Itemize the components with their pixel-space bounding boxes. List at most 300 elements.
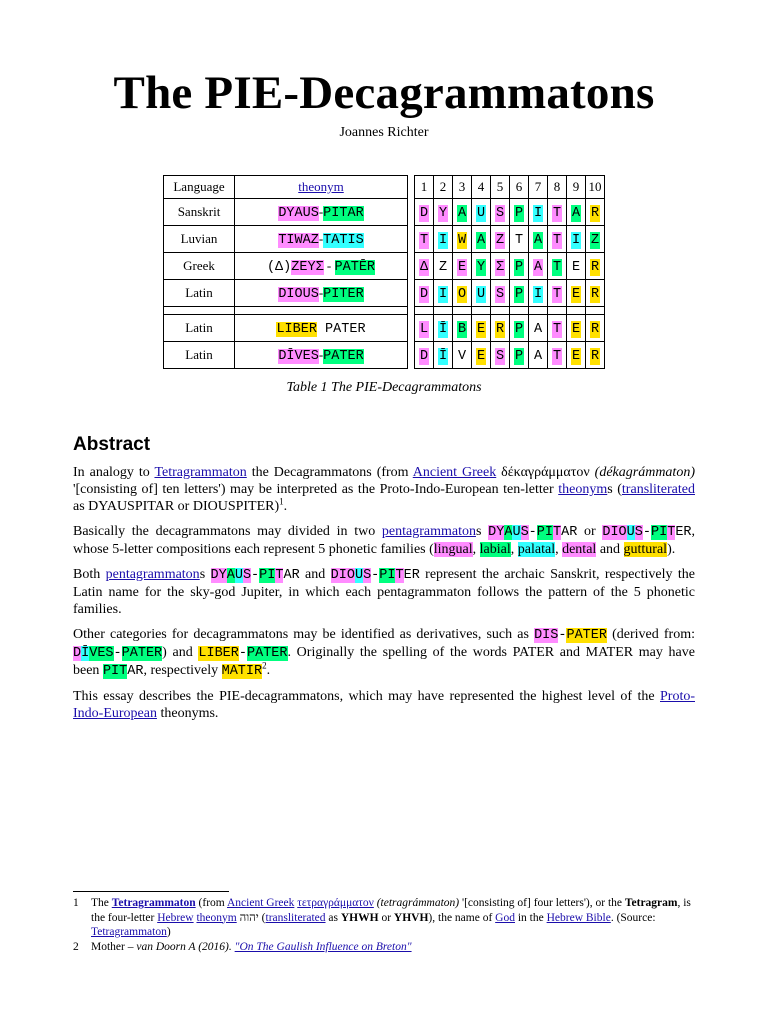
text: van Doorn A (2016).: [136, 941, 235, 953]
link-pentagrammaton[interactable]: pentagrammaton: [381, 524, 476, 539]
word-part: T: [395, 568, 404, 583]
word-part: DY: [210, 568, 227, 583]
text: In analogy to: [73, 465, 155, 480]
text: . Originally the spelling of the words PATER and MATER may have been: [73, 645, 695, 678]
theonym-cell: [235, 199, 408, 226]
text: ).: [667, 542, 676, 557]
header-letter-index: 10: [586, 176, 605, 199]
word-part: T: [667, 525, 676, 540]
text: or: [577, 524, 603, 539]
theonym-part: PATER: [323, 348, 364, 364]
family-guttural: guttural: [623, 542, 668, 557]
separator: [164, 307, 235, 315]
separator: [586, 307, 605, 315]
text: The: [91, 897, 112, 909]
letter: T: [552, 232, 562, 248]
word-part: U: [354, 568, 364, 583]
family-dental: dental: [562, 542, 597, 557]
family-lingual: lingual: [433, 542, 473, 557]
word-part: PI: [379, 568, 396, 583]
table-caption: Table 1 The PIE-Decagrammatons: [286, 380, 482, 395]
letter: R: [590, 321, 600, 337]
header-theonym: [235, 176, 408, 199]
letter-cell: [415, 315, 434, 342]
table-row: [164, 342, 605, 369]
letter: A: [533, 259, 543, 275]
text: or: [378, 911, 394, 924]
word-pitar: [103, 664, 144, 679]
table-row: [164, 199, 605, 226]
word-part: U: [626, 525, 635, 540]
footnote-number: 2: [73, 941, 79, 953]
letter-cell: [548, 253, 567, 280]
paragraph-5: [73, 688, 695, 722]
text: .: [283, 499, 288, 514]
letter-cell: [415, 342, 434, 369]
header-language: Language: [164, 176, 235, 199]
letter: A: [571, 205, 581, 221]
letter-cell: [510, 226, 529, 253]
word-part: DY: [488, 525, 505, 540]
letter: T: [419, 232, 429, 248]
letter: Y: [438, 205, 448, 221]
theonym-part: TIWAZ: [278, 232, 319, 248]
letter-cell: [548, 226, 567, 253]
word-dives-pater: [73, 646, 162, 661]
column-gap: [408, 280, 415, 307]
letter-cell: [529, 226, 548, 253]
letter-cell: [529, 280, 548, 307]
letter: E: [571, 348, 581, 364]
letter-cell: [510, 253, 529, 280]
letter: D: [419, 286, 429, 302]
family-palatal: palatal: [517, 542, 556, 557]
link-transliterated[interactable]: transliterated: [265, 911, 326, 924]
letter-cell: [567, 253, 586, 280]
letter-cell: [491, 199, 510, 226]
letter-cell: [434, 342, 453, 369]
letter-cell: [510, 199, 529, 226]
decagrammaton-table: [163, 175, 605, 369]
separator: [235, 307, 408, 315]
letter-cell: [510, 280, 529, 307]
letter: Z: [438, 259, 448, 275]
paragraph-3: [73, 566, 695, 618]
text: Both: [73, 567, 106, 582]
separator: [529, 307, 548, 315]
word-part: DIO: [602, 525, 627, 540]
text: represent the archaic Sanskrit, respectively the Latin name for the sky-god Jupiter, in which each pentagrammaton follows the pattern of the 5 phonetic families.: [73, 567, 695, 617]
footnote-1: [73, 896, 695, 940]
link-theonym[interactable]: theonym: [558, 482, 608, 497]
letter: S: [495, 286, 505, 302]
letter-cell: [472, 342, 491, 369]
theonym-part: PITER: [323, 286, 364, 302]
link-gaulish-influence[interactable]: "On The Gaulish Influence on Breton": [234, 941, 412, 953]
language-cell: Latin: [164, 280, 235, 307]
theonym-cell: [235, 280, 408, 307]
letter-cell: [586, 253, 605, 280]
letter: I: [438, 232, 448, 248]
theonym-part: -: [318, 284, 324, 300]
language-cell: Greek: [164, 253, 235, 280]
letter-cell: [472, 315, 491, 342]
theonym-cell: [235, 226, 408, 253]
theonym-cell: [235, 315, 408, 342]
theonym-part: -: [323, 257, 335, 273]
separator: [408, 307, 415, 315]
theonym-part: TATIS: [323, 232, 364, 248]
link-hebrew[interactable]: Hebrew: [157, 911, 194, 924]
separator: [567, 307, 586, 315]
text: s (: [607, 482, 622, 497]
theonym-part: PATER: [316, 321, 366, 337]
table-row: [164, 280, 605, 307]
word-part: PATER: [121, 646, 163, 661]
column-gap: [408, 226, 415, 253]
text: '[consisting of] ten letters') may be interpreted as the Proto-Indo-European ten-letter: [73, 482, 559, 497]
footnote-2: [73, 940, 695, 955]
separator: [491, 307, 510, 315]
letter: E: [457, 259, 467, 275]
abstract-heading: Abstract: [73, 434, 151, 455]
letter-cell: [586, 342, 605, 369]
letter-cell: [453, 315, 472, 342]
letter: E: [571, 259, 581, 275]
word-part: S: [520, 525, 529, 540]
letter: R: [590, 348, 600, 364]
word-part: AR: [283, 568, 300, 583]
word-part: U: [234, 568, 243, 583]
header-letter-index: 8: [548, 176, 567, 199]
word-part: T: [275, 568, 284, 583]
letter-cell: [415, 226, 434, 253]
letter: A: [476, 232, 486, 248]
letter: U: [476, 205, 486, 221]
letter-cell: [510, 342, 529, 369]
header-letter-index: 5: [491, 176, 510, 199]
letter-cell: [453, 226, 472, 253]
word-part: AR: [127, 664, 144, 679]
letter: E: [571, 321, 581, 337]
letter-cell: [472, 280, 491, 307]
word-part: T: [552, 525, 562, 540]
header-theonym-link[interactable]: theonym: [298, 179, 344, 194]
letter-cell: [567, 226, 586, 253]
text: in the: [514, 911, 547, 924]
letter: Z: [495, 232, 505, 248]
letter-cell: [567, 280, 586, 307]
theonym-part: PITAR: [323, 205, 364, 221]
text: YHVH: [393, 911, 429, 924]
theonym-part: LIBER: [276, 321, 317, 337]
word-dis-pater: [534, 628, 607, 643]
word-part: S: [363, 568, 372, 583]
text: יהוה (: [236, 911, 266, 924]
footnote-divider: [73, 891, 229, 892]
footnote-ref-1[interactable]: 1: [279, 496, 284, 507]
letter-cell: [586, 226, 605, 253]
letter-cell: [472, 253, 491, 280]
separator: [434, 307, 453, 315]
letter: T: [552, 205, 562, 221]
letter: Y: [476, 259, 486, 275]
word-part: DIO: [330, 568, 355, 583]
letter: Ī: [438, 321, 448, 337]
header-letter-index: 4: [472, 176, 491, 199]
letter: I: [533, 205, 543, 221]
separator: [548, 307, 567, 315]
theonym-part: -: [318, 203, 324, 219]
theonym-part: ZEYΣ: [291, 259, 324, 275]
word-dyaus-pitar: [211, 568, 300, 583]
theonym-part: PATĒR: [334, 259, 376, 275]
word-part: PI: [259, 568, 276, 583]
theonym-part: DYAUS: [278, 205, 319, 221]
word-dyaus-pitar: [488, 525, 577, 540]
letter-cell: [548, 280, 567, 307]
text: '[consisting of] four letters'), or the: [459, 897, 625, 909]
text: δέκαγράμματον: [496, 465, 595, 480]
letter: E: [571, 286, 581, 302]
letter: E: [476, 348, 486, 364]
letter-cell: [548, 315, 567, 342]
text: , whose 5-letter compositions each represent 5 phonetic families (: [73, 524, 696, 557]
language-cell: Luvian: [164, 226, 235, 253]
text: ), the name of: [428, 911, 496, 924]
language-cell: Latin: [164, 315, 235, 342]
link-theonym[interactable]: theonym: [196, 911, 237, 924]
text: , respectively: [143, 663, 222, 678]
column-gap: [408, 315, 415, 342]
letter: R: [590, 259, 600, 275]
link-tetragrammaton-greek[interactable]: τετραγράμματον: [297, 897, 374, 909]
letter: T: [514, 232, 524, 248]
letter-cell: [586, 280, 605, 307]
letter-cell: [529, 315, 548, 342]
word-part: PI: [651, 525, 668, 540]
link-tetragrammaton[interactable]: Tetragrammaton: [154, 465, 247, 480]
letter: T: [552, 321, 562, 337]
table-row: [164, 253, 605, 280]
separator: [415, 307, 434, 315]
letter: P: [514, 205, 524, 221]
text: . (Source:: [610, 911, 656, 924]
letter: V: [457, 348, 467, 364]
column-gap: [408, 199, 415, 226]
letter-cell: [529, 342, 548, 369]
footnote-ref-2[interactable]: 2: [262, 660, 267, 671]
word-dious-piter: [602, 525, 691, 540]
letter-cell: [415, 253, 434, 280]
letter: L: [419, 321, 429, 337]
paragraph-1: [73, 464, 695, 515]
link-tetragrammaton[interactable]: Tetragrammaton: [111, 897, 196, 909]
word-matir: [222, 664, 263, 679]
word-part: U: [512, 525, 521, 540]
link-hebrew-bible[interactable]: Hebrew Bible: [546, 911, 611, 924]
letter: O: [457, 286, 467, 302]
letter: S: [495, 348, 505, 364]
text: the Decagrammatons (from: [246, 465, 413, 480]
letter-cell: [453, 342, 472, 369]
letter: T: [552, 286, 562, 302]
header-letter-index: 1: [415, 176, 434, 199]
text: ): [166, 926, 171, 938]
word-part: PIT: [102, 664, 128, 679]
text: (tetragrámmaton): [373, 897, 460, 909]
text: theonyms.: [156, 706, 219, 721]
letter: P: [514, 286, 524, 302]
word-part: S: [242, 568, 252, 583]
letter: T: [552, 259, 562, 275]
header-letter-index: 7: [529, 176, 548, 199]
letter: A: [533, 348, 543, 364]
text: Tetragram: [624, 897, 678, 909]
link-proto-indo-european[interactable]: Proto-Indo-European: [73, 689, 695, 721]
text: (dékagrámmaton): [594, 465, 695, 480]
letter: I: [533, 286, 543, 302]
word-dious-piter: [331, 568, 420, 583]
word-part: PI: [536, 525, 553, 540]
letter-cell: [491, 253, 510, 280]
letter: A: [457, 205, 467, 221]
letter: U: [476, 286, 486, 302]
theonym-cell: [235, 342, 408, 369]
footnote-number: 1: [73, 897, 79, 909]
table-row: [164, 315, 605, 342]
text: and: [596, 542, 624, 557]
document-title: The PIE-Decagrammatons: [113, 67, 655, 119]
letter: A: [533, 321, 543, 337]
letter-cell: [415, 280, 434, 307]
letter: T: [552, 348, 562, 364]
word-part: PATER: [247, 646, 288, 661]
letter: E: [476, 321, 486, 337]
letter-cell: [472, 199, 491, 226]
word-part: ER: [403, 568, 420, 583]
letter: D: [419, 205, 429, 221]
separator: [453, 307, 472, 315]
word-part: -: [642, 525, 651, 540]
text: , is the four-letter: [91, 897, 691, 924]
letter: Δ: [419, 259, 429, 275]
link-pentagrammaton[interactable]: pentagrammaton: [105, 567, 200, 582]
word-part: MATIR: [221, 664, 263, 679]
letter-cell: [434, 199, 453, 226]
word-part: -: [113, 646, 122, 661]
letter: P: [514, 259, 524, 275]
letter: Ī: [438, 348, 448, 364]
word-part: AR: [561, 525, 578, 540]
text: Basically the decagrammatons may divided in two: [73, 524, 382, 539]
letter: I: [438, 286, 448, 302]
word-part: LIBER: [198, 646, 239, 661]
footnote-text: [91, 940, 695, 955]
letter-cell: [567, 342, 586, 369]
column-gap: [408, 342, 415, 369]
text: ) and: [162, 645, 199, 660]
paragraph-4: [73, 626, 695, 680]
text: s: [475, 524, 489, 539]
letter-cell: [491, 226, 510, 253]
theonym-part: -: [318, 230, 324, 246]
word-part: A: [504, 525, 513, 540]
paragraph-2: Basically the decagrammatons may divided in two pentagrammatons DYAUS-PITAR or DIOUS-PITER, whose 5-letter compositions each represent 5 phonetic families (lingual, labial, palatal, dental and guttural).: [73, 524, 696, 557]
link-ancient-greek[interactable]: Ancient Greek: [412, 465, 497, 480]
language-cell: Latin: [164, 342, 235, 369]
text: (from: [195, 897, 227, 909]
letter-cell: [548, 342, 567, 369]
letter: A: [533, 232, 543, 248]
letter: P: [514, 348, 524, 364]
word-part: ER: [675, 525, 692, 540]
link-tetragrammaton-source[interactable]: Tetragrammaton: [91, 926, 167, 938]
letter-cell: [548, 199, 567, 226]
header-letter-index: 6: [510, 176, 529, 199]
letter-cell: [491, 280, 510, 307]
letter: R: [590, 286, 600, 302]
letter-cell: [434, 226, 453, 253]
text: s: [199, 567, 211, 582]
header-letter-index: 3: [453, 176, 472, 199]
word-part: S: [634, 525, 643, 540]
letter-cell: [472, 226, 491, 253]
link-ancient-greek[interactable]: Ancient Greek: [226, 897, 295, 909]
letter-cell: [434, 253, 453, 280]
letter-cell: [586, 199, 605, 226]
theonym-part: DĪVES: [278, 348, 319, 364]
link-transliterated[interactable]: transliterated: [621, 482, 695, 497]
letter-cell: [510, 315, 529, 342]
text: Mother –: [91, 941, 137, 953]
theonym-part: DIOUS: [278, 286, 319, 302]
letter: W: [457, 232, 467, 248]
letter-cell: [491, 342, 510, 369]
text: as DYAUSPITAR or DIOUSPITER): [73, 499, 280, 514]
abstract-body: [73, 464, 695, 730]
letter-cell: [415, 199, 434, 226]
letter: B: [457, 321, 467, 337]
theonym-cell: [235, 253, 408, 280]
theonym-part: (Δ): [266, 259, 292, 275]
table-row: [164, 226, 605, 253]
word-part: Ī: [81, 646, 90, 661]
separator: [472, 307, 491, 315]
link-god[interactable]: God: [495, 911, 515, 924]
letter-cell: [529, 253, 548, 280]
letter: D: [419, 348, 429, 364]
letter: R: [590, 205, 600, 221]
text: Other categories for decagrammatons may be identified as derivatives, such as: [73, 627, 535, 642]
letter-cell: [567, 315, 586, 342]
header-letter-index: 9: [567, 176, 586, 199]
word-part: VES: [89, 646, 114, 661]
letter-cell: [529, 199, 548, 226]
letter-cell: [434, 280, 453, 307]
letter-cell: [453, 280, 472, 307]
letter-cell: [453, 253, 472, 280]
letter: R: [495, 321, 505, 337]
theonym-part: -: [318, 346, 324, 362]
letter: S: [495, 205, 505, 221]
author-name: Joannes Richter: [339, 125, 429, 140]
word-part: A: [226, 568, 235, 583]
language-cell: Sanskrit: [164, 199, 235, 226]
word-part: PATER: [566, 628, 607, 643]
word-part: DIS: [534, 628, 559, 643]
header-letter-index: 2: [434, 176, 453, 199]
